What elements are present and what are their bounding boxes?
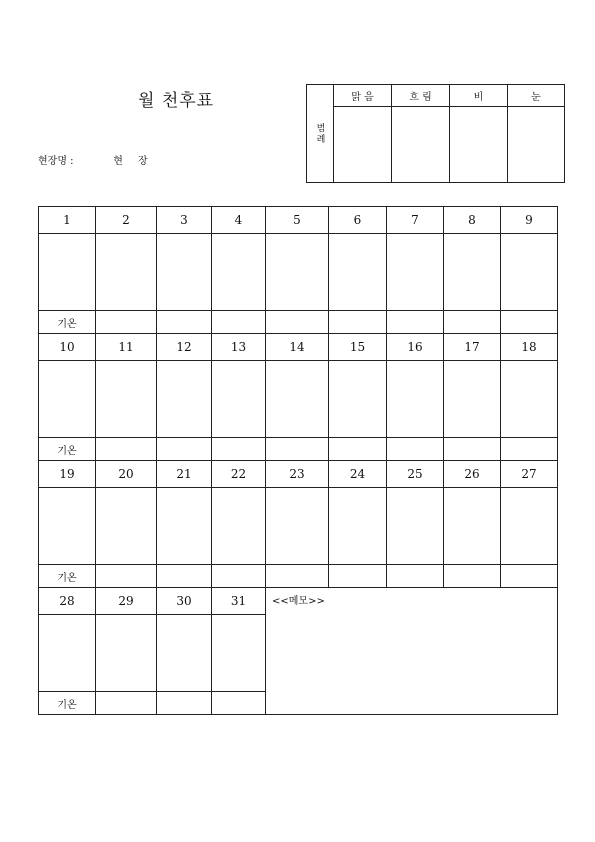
weather-entry-cell[interactable] — [444, 488, 501, 565]
day-number: 16 — [387, 334, 444, 361]
day-number-row — [39, 207, 558, 234]
day-number: 24 — [329, 461, 387, 488]
temperature-cell[interactable] — [444, 311, 501, 334]
site-name-value: 현 장 — [113, 156, 154, 167]
day-number: 1 — [39, 207, 96, 234]
weather-entry-cell[interactable] — [157, 615, 212, 692]
temperature-cell[interactable] — [266, 311, 329, 334]
day-number: 7 — [387, 207, 444, 234]
day-number: 25 — [387, 461, 444, 488]
temperature-cell[interactable] — [212, 311, 266, 334]
weather-entry-cell[interactable] — [501, 234, 558, 311]
day-number: 31 — [212, 588, 266, 615]
day-number: 12 — [157, 334, 212, 361]
weather-entry-cell[interactable] — [387, 234, 444, 311]
legend-header-rain: 비 — [450, 85, 508, 107]
temperature-cell[interactable] — [96, 311, 157, 334]
weather-entry-cell[interactable] — [96, 615, 157, 692]
weather-entry-cell[interactable] — [96, 234, 157, 311]
weather-entry-cell[interactable] — [266, 488, 329, 565]
weather-entry-cell[interactable] — [444, 234, 501, 311]
temperature-row — [39, 311, 558, 334]
temperature-cell[interactable] — [266, 438, 329, 461]
day-number: 20 — [96, 461, 157, 488]
weather-entry-cell[interactable] — [444, 361, 501, 438]
legend-side-label: 범례 — [307, 85, 334, 183]
weather-entry-cell[interactable] — [39, 488, 96, 565]
day-number: 21 — [157, 461, 212, 488]
temperature-cell[interactable] — [96, 438, 157, 461]
site-name-row — [38, 152, 154, 167]
day-number: 14 — [266, 334, 329, 361]
day-number: 3 — [157, 207, 212, 234]
temperature-cell[interactable] — [157, 438, 212, 461]
weather-entry-cell[interactable] — [212, 234, 266, 311]
temperature-cell[interactable] — [444, 438, 501, 461]
day-number: 19 — [39, 461, 96, 488]
weather-entry-cell[interactable] — [96, 488, 157, 565]
weather-entry-cell[interactable] — [329, 234, 387, 311]
day-number: 4 — [212, 207, 266, 234]
temperature-label: 기온 — [39, 311, 96, 334]
weather-legend — [306, 84, 565, 183]
page-title: 월 천후표 — [138, 91, 215, 111]
temperature-cell[interactable] — [212, 438, 266, 461]
temperature-label: 기온 — [39, 565, 96, 588]
weather-entry-row — [39, 361, 558, 438]
day-number: 11 — [96, 334, 157, 361]
site-name-label: 현장명 : — [38, 156, 74, 167]
day-number: 6 — [329, 207, 387, 234]
day-number-row — [39, 334, 558, 361]
legend-header-cloudy: 흐 림 — [392, 85, 450, 107]
temperature-label: 기온 — [39, 692, 96, 715]
temperature-cell[interactable] — [212, 692, 266, 715]
legend-cell-snow[interactable] — [508, 107, 565, 183]
weather-entry-cell[interactable] — [212, 615, 266, 692]
weather-entry-cell[interactable] — [39, 615, 96, 692]
temperature-cell[interactable] — [329, 565, 387, 588]
temperature-cell[interactable] — [501, 438, 558, 461]
legend-cell-rain[interactable] — [450, 107, 508, 183]
weather-entry-cell[interactable] — [157, 488, 212, 565]
day-number: 5 — [266, 207, 329, 234]
temperature-cell[interactable] — [387, 438, 444, 461]
weather-entry-cell[interactable] — [39, 361, 96, 438]
weather-entry-cell[interactable] — [212, 361, 266, 438]
weather-entry-cell[interactable] — [387, 488, 444, 565]
weather-entry-cell[interactable] — [157, 361, 212, 438]
temperature-label: 기온 — [39, 438, 96, 461]
weather-entry-cell[interactable] — [501, 488, 558, 565]
day-number: 23 — [266, 461, 329, 488]
memo-label: <<메모>> — [272, 596, 325, 607]
day-number: 2 — [96, 207, 157, 234]
weather-entry-row — [39, 234, 558, 311]
day-number: 22 — [212, 461, 266, 488]
monthly-weather-calendar — [38, 206, 558, 715]
day-number: 13 — [212, 334, 266, 361]
day-number: 30 — [157, 588, 212, 615]
temperature-row — [39, 565, 558, 588]
temperature-row — [39, 438, 558, 461]
day-number: 8 — [444, 207, 501, 234]
weather-entry-cell[interactable] — [387, 361, 444, 438]
temperature-cell[interactable] — [329, 438, 387, 461]
temperature-cell[interactable] — [157, 692, 212, 715]
temperature-cell[interactable] — [96, 565, 157, 588]
temperature-cell[interactable] — [212, 565, 266, 588]
weather-entry-cell[interactable] — [266, 361, 329, 438]
weather-entry-cell[interactable] — [329, 488, 387, 565]
day-number: 28 — [39, 588, 96, 615]
temperature-cell[interactable] — [157, 565, 212, 588]
weather-entry-cell[interactable] — [157, 234, 212, 311]
day-number-row — [39, 588, 558, 615]
day-number: 17 — [444, 334, 501, 361]
day-number: 27 — [501, 461, 558, 488]
day-number: 29 — [96, 588, 157, 615]
day-number: 9 — [501, 207, 558, 234]
legend-cell-clear[interactable] — [334, 107, 392, 183]
weather-entry-cell[interactable] — [212, 488, 266, 565]
legend-cell-cloudy[interactable] — [392, 107, 450, 183]
temperature-cell[interactable] — [387, 311, 444, 334]
day-number: 18 — [501, 334, 558, 361]
weather-entry-cell[interactable] — [96, 361, 157, 438]
weather-entry-cell[interactable] — [501, 361, 558, 438]
temperature-cell[interactable] — [329, 311, 387, 334]
legend-header-snow: 눈 — [508, 85, 565, 107]
temperature-cell[interactable] — [444, 565, 501, 588]
day-number: 26 — [444, 461, 501, 488]
temperature-cell[interactable] — [501, 565, 558, 588]
memo-area[interactable] — [266, 588, 558, 715]
day-number: 10 — [39, 334, 96, 361]
weather-entry-cell[interactable] — [266, 234, 329, 311]
temperature-cell[interactable] — [501, 311, 558, 334]
temperature-cell[interactable] — [157, 311, 212, 334]
temperature-cell[interactable] — [96, 692, 157, 715]
day-number: 15 — [329, 334, 387, 361]
day-number-row — [39, 461, 558, 488]
temperature-cell[interactable] — [387, 565, 444, 588]
weather-entry-cell[interactable] — [329, 361, 387, 438]
weather-entry-row — [39, 488, 558, 565]
legend-header-clear: 맑 음 — [334, 85, 392, 107]
weather-entry-cell[interactable] — [39, 234, 96, 311]
temperature-cell[interactable] — [266, 565, 329, 588]
